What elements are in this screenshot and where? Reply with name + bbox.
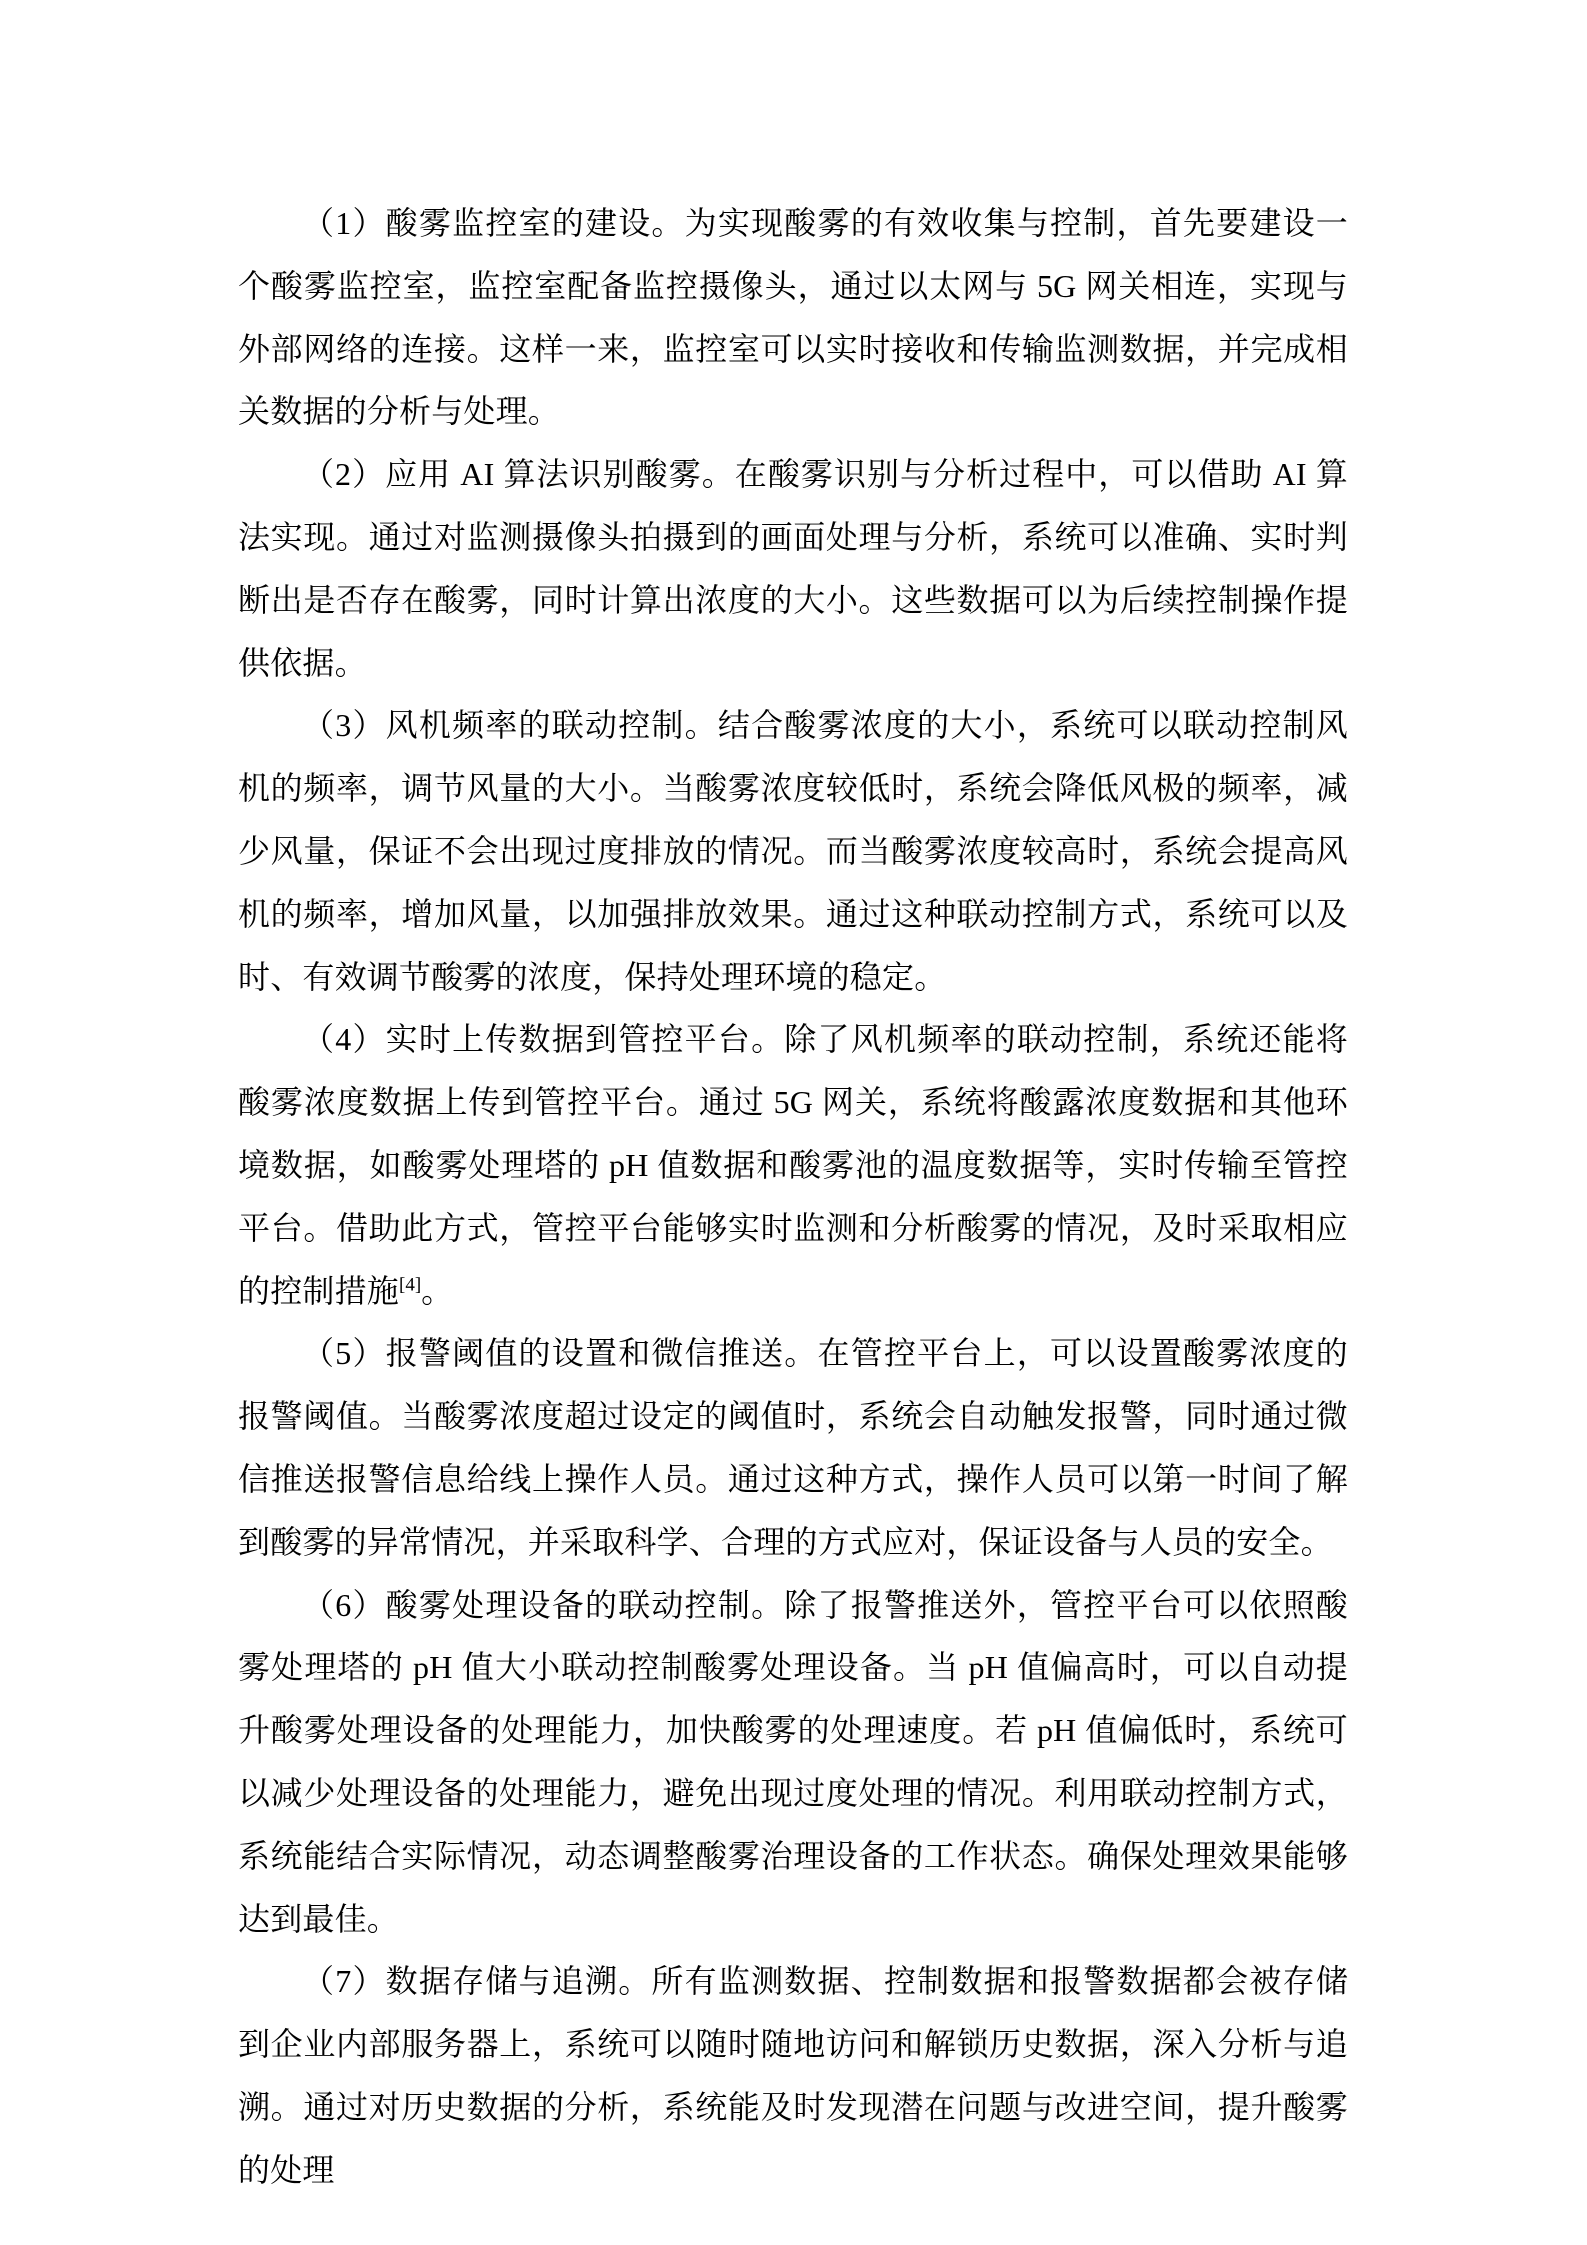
paragraph-7-data-storage-traceability: （7）数据存储与追溯。所有监测数据、控制数据和报警数据都会被存储到企业内部服务器上，系统可以随时随地访问和解锁历史数据，深入分析与追溯。通过对历史数据的分析，系统能及时发现潜在问题与改进空间，提升酸雾的处理 [238, 1963, 1348, 2188]
paragraph-1-acid-mist-monitoring-room: （1）酸雾监控室的建设。为实现酸雾的有效收集与控制，首先要建设一个酸雾监控室，监控室配备监控摄像头，通过以太网与 5G 网关相连，实现与外部网络的连接。这样一来，监控室可以实时接收和传输监测数据，并完成相关数据的分析与处理。 [238, 205, 1348, 430]
paragraph-3-fan-frequency-linkage-control: （3）风机频率的联动控制。结合酸雾浓度的大小，系统可以联动控制风机的频率，调节风量的大小。当酸雾浓度较低时，系统会降低风极的频率，减少风量，保证不会出现过度排放的情况。而当酸雾浓度较高时，系统会提高风机的频率，增加风量，以加强排放效果。通过这种联动控制方式，系统可以及时、有效调节酸雾的浓度，保持处理环境的稳定。 [238, 707, 1348, 995]
paragraph-5-alarm-threshold-wechat-push: （5）报警阈值的设置和微信推送。在管控平台上，可以设置酸雾浓度的报警阈值。当酸雾浓度超过设定的阈值时，系统会自动触发报警，同时通过微信推送报警信息给线上操作人员。通过这种方式，操作人员可以第一时间了解到酸雾的异常情况，并采取科学、合理的方式应对，保证设备与人员的安全。 [238, 1335, 1348, 1560]
paragraph-6-treatment-equipment-linkage-control: （6）酸雾处理设备的联动控制。除了报警推送外，管控平台可以依照酸雾处理塔的 pH 值大小联动控制酸雾处理设备。当 pH 值偏高时，可以自动提升酸雾处理设备的处理能力，加快酸雾的处理速度。若 pH 值偏低时，系统可以减少处理设备的处理能力，避免出现过度处理的情况。利用联动控制方式，系统能结合实际情况，动态调整酸雾治理设备的工作状态。确保处理效果能够达到最佳。 [238, 1586, 1348, 1937]
paragraph-2-ai-algorithm-recognition: （2）应用 AI 算法识别酸雾。在酸雾识别与分析过程中，可以借助 AI 算法实现。通过对监测摄像头拍摄到的画面处理与分析，系统可以准确、实时判断出是否存在酸雾，同时计算出浓度的大小。这些数据可以为后续控制操作提供依据。 [238, 456, 1348, 681]
paragraph-4-body-text: （4）实时上传数据到管控平台。除了风机频率的联动控制，系统还能将酸雾浓度数据上传到管控平台。通过 5G 网关，系统将酸露浓度数据和其他环境数据，如酸雾处理塔的 pH 值数据和酸雾池的温度数据等，实时传输至管控平台。借助此方式，管控平台能够实时监测和分析酸雾的情况，及时采取相应的控制措施 [238, 1021, 1348, 1309]
paragraph-4-realtime-data-upload [238, 1008, 1348, 1322]
paragraph-4-closing-punctuation: 。 [421, 1272, 454, 1309]
citation-reference-4: [4] [399, 1273, 422, 1295]
